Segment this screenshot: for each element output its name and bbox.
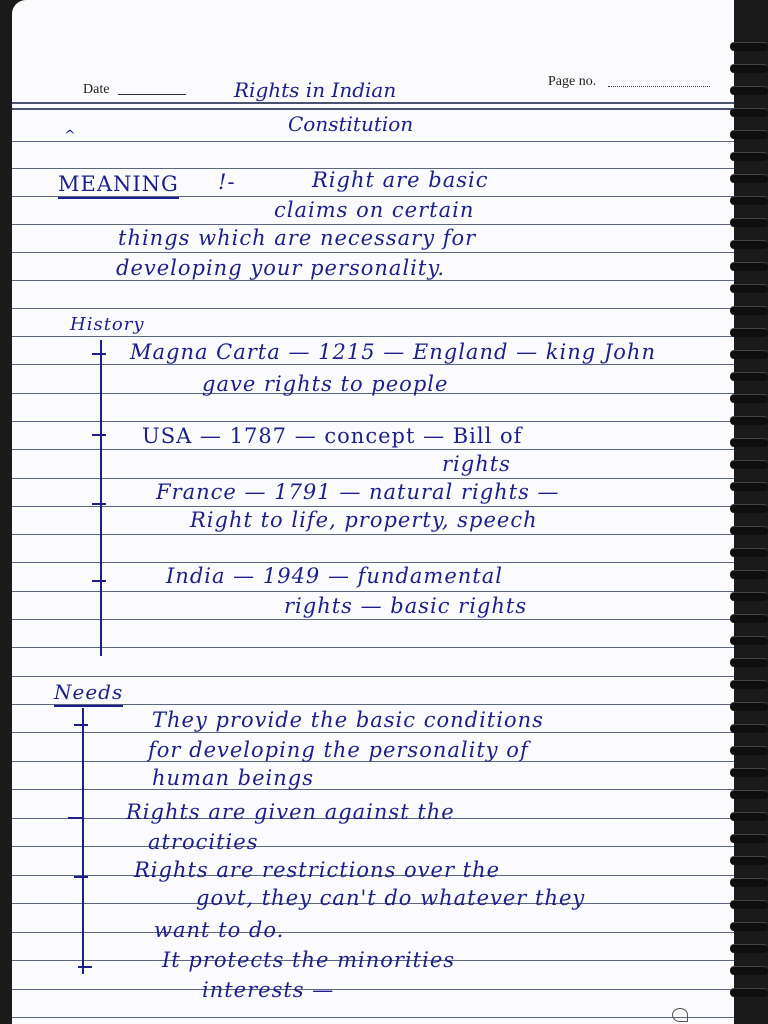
spiral-ring [730, 592, 768, 601]
spiral-ring [730, 460, 768, 469]
history-bullet [92, 353, 106, 355]
spiral-ring [730, 900, 768, 909]
history-bullet [92, 580, 106, 582]
spiral-ring [730, 526, 768, 535]
spiral-ring [730, 86, 768, 95]
needs-item-line: interests — [202, 978, 335, 1002]
meaning-line: developing your personality. [116, 256, 446, 280]
ruled-line [12, 591, 734, 592]
spiral-ring [730, 812, 768, 821]
ruled-line [12, 732, 734, 733]
spiral-ring [730, 416, 768, 425]
page-number-line [608, 86, 710, 87]
date-label: Date [83, 82, 110, 97]
needs-item-line: Rights are given against the [126, 800, 455, 824]
spiral-ring [730, 42, 768, 51]
history-item-line: Magna Carta — 1215 — England — king John [130, 340, 656, 364]
ruled-line [12, 789, 734, 790]
spiral-ring [730, 570, 768, 579]
spiral-ring [730, 196, 768, 205]
meaning-line: claims on certain [274, 198, 475, 222]
page-number-label: Page no. [548, 74, 597, 89]
ruled-line [12, 252, 734, 253]
needs-item-line: govt, they can't do whatever they [196, 886, 586, 910]
needs-item-line: They provide the basic conditions [152, 708, 544, 732]
needs-item-line: for developing the personality of [148, 738, 529, 762]
spiral-ring [730, 966, 768, 975]
spiral-ring [730, 482, 768, 491]
ruled-line [12, 562, 734, 563]
ruled-line [12, 647, 734, 648]
ruled-line [12, 989, 734, 990]
spiral-ring [730, 746, 768, 755]
spiral-ring [730, 394, 768, 403]
ruled-line [12, 336, 734, 337]
needs-bullet [78, 966, 92, 968]
ruled-line [12, 108, 734, 110]
spiral-ring [730, 240, 768, 249]
spiral-ring [730, 702, 768, 711]
title-line-2: Constitution [288, 112, 414, 136]
spiral-ring [730, 372, 768, 381]
needs-item-line: It protects the minorities [162, 948, 456, 972]
spiral-ring [730, 64, 768, 73]
ruled-line [12, 308, 734, 309]
spiral-ring [730, 108, 768, 117]
needs-item-line: human beings [152, 766, 315, 790]
spiral-ring [730, 438, 768, 447]
spiral-ring [730, 328, 768, 337]
ruled-line [12, 932, 734, 933]
spiral-ring [730, 768, 768, 777]
history-timeline-line [100, 340, 102, 656]
spiral-ring [730, 790, 768, 799]
history-item-line: rights — basic rights [284, 594, 528, 618]
ruled-line [12, 280, 734, 281]
history-bullet [92, 503, 106, 505]
needs-item-line: Rights are restrictions over the [134, 858, 501, 882]
spiral-ring [730, 878, 768, 887]
meaning-line: things which are necessary for [118, 226, 477, 250]
ruled-line [12, 676, 734, 677]
ruled-line [12, 421, 734, 422]
spiral-ring [730, 152, 768, 161]
history-item-line: India — 1949 — fundamental [166, 564, 503, 588]
needs-item-line: want to do. [154, 918, 285, 942]
spiral-ring [730, 504, 768, 513]
title-line-1: Rights in Indian [234, 78, 397, 102]
spiral-ring [730, 944, 768, 953]
notebook-page [12, 0, 734, 1024]
spiral-ring [730, 724, 768, 733]
history-item-line: France — 1791 — natural rights — [156, 480, 560, 504]
meaning-line: Right are basic [312, 168, 489, 192]
ruled-line [12, 506, 734, 507]
history-item-line: USA — 1787 — concept — Bill of [142, 424, 523, 448]
spiral-ring [730, 856, 768, 865]
spiral-ring [730, 548, 768, 557]
spiral-ring [730, 284, 768, 293]
spiral-ring [730, 834, 768, 843]
ruled-line [12, 846, 734, 847]
spiral-ring [730, 350, 768, 359]
needs-bullet [74, 876, 88, 878]
spiral-ring [730, 658, 768, 667]
ruled-line [12, 478, 734, 479]
spiral-ring [730, 130, 768, 139]
needs-bullet [68, 817, 82, 819]
needs-heading: Needs [54, 680, 123, 707]
ruled-line [12, 534, 734, 535]
spiral-ring [730, 680, 768, 689]
history-item-line: gave rights to people [202, 372, 449, 396]
spiral-ring [730, 988, 768, 997]
spiral-ring [730, 306, 768, 315]
needs-bullet [74, 724, 88, 726]
spiral-ring [730, 174, 768, 183]
needs-timeline-line [82, 708, 84, 974]
leaf-logo-icon [672, 1008, 688, 1022]
ruled-line [12, 141, 734, 142]
history-bullet [92, 434, 106, 436]
meaning-heading: MEANING [58, 172, 179, 199]
spiral-ring [730, 218, 768, 227]
ruled-line [12, 449, 734, 450]
ruled-line [12, 364, 734, 365]
needs-item-line: atrocities [148, 830, 259, 854]
spiral-ring [730, 922, 768, 931]
history-item-line: rights [442, 452, 511, 476]
spiral-ring [730, 614, 768, 623]
history-item-line: Right to life, property, speech [190, 508, 538, 532]
history-heading: History [70, 314, 145, 335]
spiral-binding [728, 0, 768, 1024]
spiral-ring [730, 262, 768, 271]
meaning-separator: !- [218, 170, 236, 194]
spiral-ring [730, 636, 768, 645]
ruled-line [12, 619, 734, 620]
ruled-line [12, 102, 734, 104]
ruled-line [12, 224, 734, 225]
caret-mark: ^ [64, 128, 76, 144]
ruled-line [12, 1017, 734, 1018]
date-line [118, 94, 186, 95]
